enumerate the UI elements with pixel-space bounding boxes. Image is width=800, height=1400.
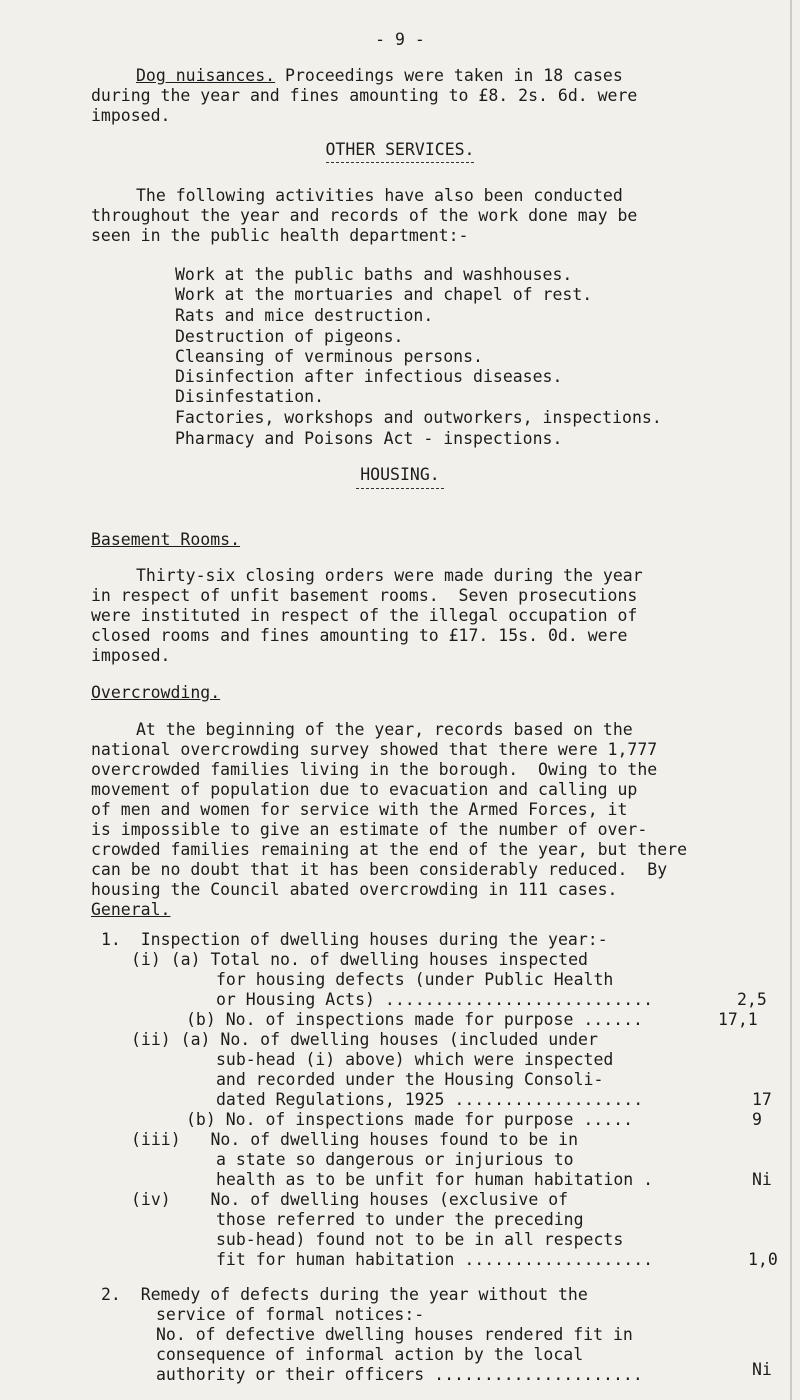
inspection-line: and recorded under the Housing Consoli- — [216, 1070, 604, 1089]
basement-rooms-heading: Basement Rooms. — [91, 530, 241, 549]
service-item: Work at the public baths and washhouses. — [175, 265, 573, 284]
dog-nuisances-line3: imposed. — [91, 106, 171, 125]
page-edge — [790, 0, 792, 1400]
page-number: - 9 - — [375, 30, 425, 49]
inspection-value: 9 — [752, 1110, 762, 1129]
dog-nuisances-heading: Dog nuisances. — [136, 66, 276, 85]
dog-nuisances-line1: Dog nuisances. Proceedings were taken in 18 cases — [136, 66, 623, 85]
service-item: Factories, workshops and outworkers, inspections. — [175, 408, 662, 427]
inspection-line: (iii) No. of dwelling houses found to be in — [131, 1130, 579, 1149]
overcrowding-text: of men and women for service with the Armed Forces, it — [91, 800, 628, 819]
service-item: Destruction of pigeons. — [175, 327, 404, 346]
heading-rule — [326, 162, 474, 163]
inspection-line: dated Regulations, 1925 ................... — [216, 1090, 644, 1109]
service-item: Pharmacy and Poisons Act - inspections. — [175, 429, 563, 448]
heading-rule — [356, 488, 444, 489]
remedy-line: authority or their officers ..................... — [156, 1365, 643, 1384]
inspection-value: Ni — [752, 1170, 772, 1189]
general-heading: General. — [91, 900, 171, 919]
overcrowding-text: overcrowded families living in the borough. Owing to the — [91, 760, 658, 779]
inspection-line: for housing defects (under Public Health — [216, 970, 614, 989]
overcrowding-text: housing the Council abated overcrowding in 111 cases. — [91, 880, 618, 899]
inspection-value: 2,5 — [737, 990, 767, 1009]
inspection-line: (iv) No. of dwelling houses (exclusive of — [131, 1190, 569, 1209]
overcrowding-text: At the beginning of the year, records based on the — [136, 720, 633, 739]
remedy-line: consequence of informal action by the local — [156, 1345, 584, 1364]
inspection-line: (b) No. of inspections made for purpose ...... — [186, 1010, 643, 1029]
inspection-line: those referred to under the preceding — [216, 1210, 584, 1229]
remedy-line: 2. Remedy of defects during the year without the — [101, 1285, 588, 1304]
inspection-value: 17,1 — [718, 1010, 758, 1029]
inspection-line: a state so dangerous or injurious to — [216, 1150, 574, 1169]
remedy-line: service of formal notices:- — [156, 1305, 425, 1324]
inspection-value: 17 — [752, 1090, 772, 1109]
inspection-value: 1,0 — [748, 1250, 778, 1269]
inspection-line: health as to be unfit for human habitation . — [216, 1170, 654, 1189]
inspection-line: fit for human habitation ................... — [216, 1250, 654, 1269]
overcrowding-text: can be no doubt that it has been considerably reduced. By — [91, 860, 668, 879]
basement-text: in respect of unfit basement rooms. Seven prosecutions — [91, 586, 638, 605]
service-item: Disinfestation. — [175, 387, 325, 406]
inspection-line: (b) No. of inspections made for purpose ..... — [186, 1110, 634, 1129]
basement-text: were instituted in respect of the illegal occupation of — [91, 606, 638, 625]
other-services-intro-3: seen in the public health department:- — [91, 226, 469, 245]
basement-text: Thirty-six closing orders were made during the year — [136, 566, 643, 585]
remedy-value: Ni — [752, 1360, 772, 1379]
other-services-heading: OTHER SERVICES. — [325, 140, 475, 159]
other-services-intro-1: The following activities have also been conducted — [136, 186, 623, 205]
inspection-line: or Housing Acts) ........................... — [216, 990, 654, 1009]
housing-heading: HOUSING. — [360, 465, 440, 484]
service-item: Rats and mice destruction. — [175, 306, 434, 325]
dog-nuisances-line2: during the year and fines amounting to £8. 2s. 6d. were — [91, 86, 638, 105]
service-item: Work at the mortuaries and chapel of rest. — [175, 285, 593, 304]
service-item: Cleansing of verminous persons. — [175, 347, 483, 366]
basement-text: imposed. — [91, 646, 171, 665]
other-services-intro-2: throughout the year and records of the work done may be — [91, 206, 638, 225]
basement-text: closed rooms and fines amounting to £17. 15s. 0d. were — [91, 626, 628, 645]
inspection-line: sub-head) found not to be in all respects — [216, 1230, 624, 1249]
inspection-line: sub-head (i) above) which were inspected — [216, 1050, 614, 1069]
remedy-line: No. of defective dwelling houses rendered fit in — [156, 1325, 633, 1344]
service-item: Disinfection after infectious diseases. — [175, 367, 563, 386]
overcrowding-text: is impossible to give an estimate of the number of over- — [91, 820, 648, 839]
inspection-line: 1. Inspection of dwelling houses during the year:- — [101, 930, 608, 949]
overcrowding-text: movement of population due to evacuation and calling up — [91, 780, 638, 799]
inspection-line: (i) (a) Total no. of dwelling houses inspected — [131, 950, 588, 969]
overcrowding-heading: Overcrowding. — [91, 683, 221, 702]
overcrowding-text: national overcrowding survey showed that there were 1,777 — [91, 740, 658, 759]
overcrowding-text: crowded families remaining at the end of the year, but there — [91, 840, 688, 859]
inspection-line: (ii) (a) No. of dwelling houses (included under — [131, 1030, 598, 1049]
